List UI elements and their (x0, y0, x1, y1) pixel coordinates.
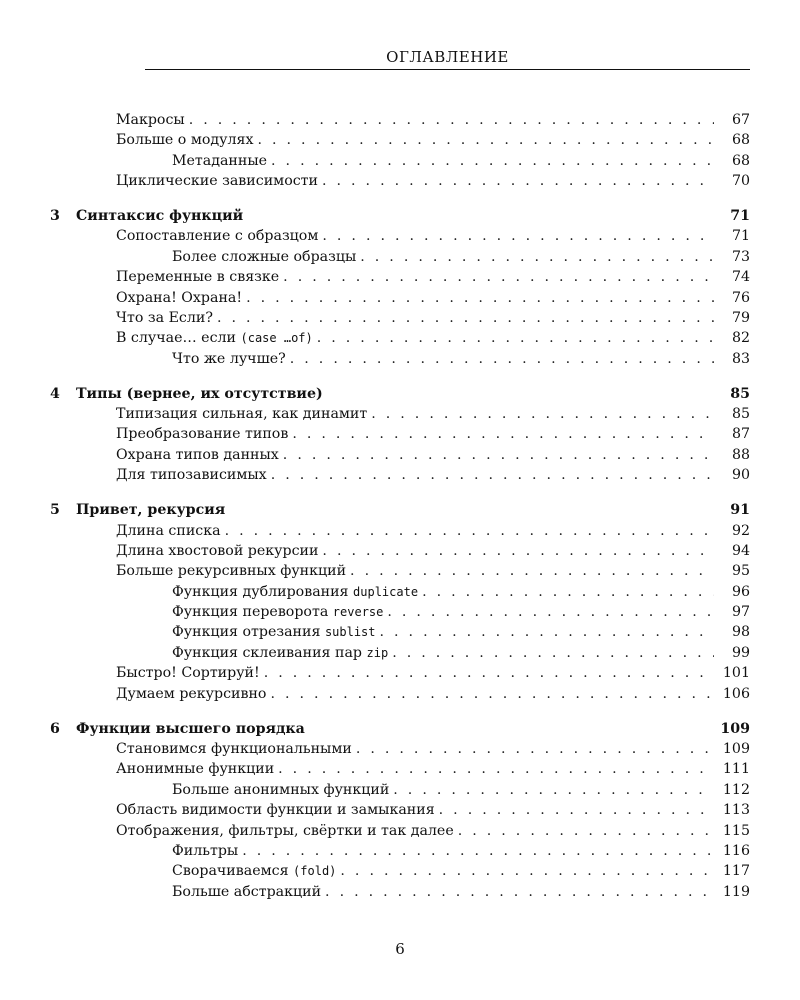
toc-entry[interactable] (0, 861, 750, 881)
toc-entry[interactable] (0, 171, 750, 191)
toc-entry-title-text: Функции высшего порядка (76, 720, 305, 737)
toc-entry-title (0, 643, 392, 663)
toc-entry-title (0, 684, 270, 704)
toc-entry-title (0, 759, 278, 779)
toc-entry-title-text: Типизация сильная, как динамит (116, 406, 368, 423)
toc-entry-title (0, 206, 247, 226)
toc-entry[interactable] (0, 582, 750, 602)
toc-entry[interactable] (0, 151, 750, 171)
toc-entry[interactable] (0, 267, 750, 287)
toc-entry-title-text: Функция отрезания (172, 624, 325, 641)
toc-page-number: 97 (731, 604, 750, 621)
toc-entry[interactable] (0, 328, 750, 348)
toc-entry-title-text: Область видимости функции и замыкания (116, 802, 435, 819)
dot-leader (393, 780, 714, 800)
toc-entry-title (0, 226, 322, 246)
toc-page-number: 115 (722, 822, 750, 839)
toc-entry-title (0, 465, 271, 485)
toc-entry[interactable] (0, 424, 750, 444)
dot-leader (242, 841, 714, 861)
toc-entry[interactable] (0, 841, 750, 861)
toc-entry[interactable] (0, 663, 750, 683)
toc-entry[interactable] (0, 643, 750, 663)
toc-entry-title (0, 424, 292, 444)
toc-entry[interactable] (0, 130, 750, 150)
toc-entry-title (0, 445, 283, 465)
toc-entry-title-text: Сопоставление с образцом (116, 228, 319, 245)
toc-page-number: 67 (731, 112, 750, 128)
dot-leader (322, 541, 714, 561)
toc-entry-title (0, 739, 356, 759)
toc-entry-title-text: Переменные в связке (116, 269, 280, 286)
dot-leader (290, 349, 714, 369)
toc-entry-title-text: Что же лучше? (172, 350, 286, 367)
dot-leader (322, 171, 714, 191)
toc-entry-title-text: Функция переворота (172, 604, 333, 621)
toc-page-number: 113 (722, 802, 750, 819)
dot-leader (422, 582, 714, 602)
dot-leader (380, 622, 714, 642)
toc-entry-title (0, 800, 439, 820)
dot-leader (271, 151, 714, 171)
toc-entry[interactable] (0, 288, 750, 308)
dot-leader (350, 561, 714, 581)
toc-entry-code: (fold) (293, 864, 337, 879)
dot-leader (325, 882, 714, 902)
dot-leader (340, 861, 714, 881)
toc-entry-title (0, 622, 380, 642)
toc-entry-title-text: Охрана типов данных (116, 446, 279, 463)
toc-page-number: 70 (731, 173, 750, 190)
toc-entry-title-text: Привет, рекурсия (76, 502, 226, 519)
dot-leader (371, 404, 714, 424)
toc-entry[interactable] (0, 541, 750, 561)
toc-entry-title-text: Длина хвостовой рекурсии (116, 542, 319, 559)
toc-entry-title-text: Охрана! Охрана! (116, 289, 243, 306)
toc-entry-title (0, 821, 458, 841)
dot-leader (257, 130, 714, 150)
dot-leader (356, 739, 714, 759)
toc-entry-title (0, 719, 309, 739)
toc-entry-title (0, 582, 422, 602)
toc-entry-title (0, 171, 322, 191)
toc-entry-code: zip (366, 645, 389, 660)
toc-page-number: 119 (722, 883, 750, 900)
toc-entry-code: (case …of) (240, 331, 313, 346)
dot-leader (225, 521, 714, 541)
toc-entry-title (0, 267, 283, 287)
dot-leader (458, 821, 714, 841)
toc-entry[interactable] (0, 821, 750, 841)
toc-page-number: 109 (722, 740, 750, 757)
toc-entry-title-text: Синтаксис функций (76, 208, 244, 225)
toc-entry[interactable] (0, 800, 750, 820)
toc-entry[interactable] (0, 521, 750, 541)
toc-entry-title (0, 521, 225, 541)
toc-page-number: 91 (730, 502, 750, 519)
toc-entry-title (0, 882, 325, 902)
toc-page-number: 96 (731, 583, 750, 600)
running-header: ОГЛАВЛЕНИЕ (145, 48, 750, 70)
dot-leader (264, 663, 714, 683)
toc-page-number: 109 (720, 720, 750, 737)
toc-entry-title-text: Длина списка (116, 522, 221, 539)
chapter-number: 4 (50, 385, 60, 402)
toc-entry-title-text: Больше рекурсивных функций (116, 563, 347, 580)
toc-entry-title-text: Больше о модулях (116, 132, 254, 149)
toc-entry-title (0, 841, 242, 861)
toc-entry-title (0, 541, 322, 561)
toc-page-number: 79 (731, 310, 750, 327)
toc-entry-title (0, 130, 257, 150)
toc-entry[interactable] (0, 602, 750, 622)
toc-entry-title (0, 349, 290, 369)
toc-chapter-entry[interactable] (0, 384, 750, 404)
toc-entry[interactable] (0, 882, 750, 902)
toc-page-number: 117 (722, 863, 750, 880)
toc-entry-title (0, 328, 317, 348)
toc-entry-title-text: Становимся функциональными (116, 740, 352, 757)
toc-page-number: 101 (722, 665, 750, 682)
toc-page-number: 88 (731, 446, 750, 463)
toc-page-number: 87 (731, 426, 750, 443)
toc-page-number: 85 (731, 406, 750, 423)
toc-entry[interactable] (0, 759, 750, 779)
toc-entry-title-text: Преобразование типов (116, 426, 289, 443)
toc-chapter-entry[interactable] (0, 206, 750, 226)
toc-page-number: 82 (731, 330, 750, 347)
dot-leader (392, 643, 714, 663)
toc-page-number: 112 (722, 781, 750, 798)
toc-entry-title (0, 308, 217, 328)
toc-page-number: 85 (730, 385, 750, 402)
toc-page-number: 95 (731, 563, 750, 580)
toc-entry[interactable] (0, 349, 750, 369)
toc-entry[interactable] (0, 226, 750, 246)
toc-entry-title-text: Сворачиваемся (172, 863, 294, 880)
toc-entry-title-text: Думаем рекурсивно (116, 685, 267, 702)
toc-entry-title-text: Для типозависимых (116, 467, 267, 484)
toc-entry-title (0, 602, 387, 622)
toc-chapter-entry[interactable] (0, 500, 750, 520)
toc-entry-title-text: Что за Если? (116, 310, 213, 327)
toc-page-number: 111 (722, 761, 750, 778)
toc-page-number: 76 (731, 289, 750, 306)
dot-leader (189, 110, 714, 130)
toc-entry-title-text: Быстро! Сортируй! (116, 665, 260, 682)
dot-leader (217, 308, 714, 328)
toc-page-number: 71 (731, 228, 750, 245)
dot-leader (387, 602, 714, 622)
dot-leader (246, 288, 714, 308)
toc-entry-title-text: Более сложные образцы (172, 248, 357, 265)
toc-page-number: 99 (731, 644, 750, 661)
toc-entry-title (0, 663, 264, 683)
toc-entry[interactable] (0, 780, 750, 800)
toc-entry-title (0, 404, 371, 424)
toc-page-number: 68 (731, 132, 750, 149)
toc-entry-title (0, 110, 189, 130)
toc-entry-title-text: В случае… если (116, 330, 241, 347)
toc-entry[interactable] (0, 404, 750, 424)
dot-leader (439, 800, 714, 820)
toc-entry[interactable] (0, 110, 750, 130)
dot-leader (283, 445, 714, 465)
toc-page-number: 116 (722, 842, 750, 859)
dot-leader (322, 226, 714, 246)
toc-entry-title-text: Метаданные (172, 152, 268, 169)
toc-entry-title (0, 861, 340, 881)
toc-entry-title-text: Больше анонимных функций (172, 781, 390, 798)
toc-entry[interactable] (0, 561, 750, 581)
toc-entry[interactable] (0, 445, 750, 465)
toc-entry[interactable] (0, 308, 750, 328)
toc-entry-title (0, 500, 229, 520)
toc-entry-title (0, 151, 271, 171)
toc-entry-title-text: Функция дублирования (172, 583, 354, 600)
dot-leader (292, 424, 714, 444)
toc-page-number: 92 (731, 522, 750, 539)
toc-page-number: 74 (731, 269, 750, 286)
dot-leader (270, 684, 714, 704)
dot-leader (283, 267, 714, 287)
toc-entry-title-text: Макросы (116, 112, 185, 128)
toc-entry-title-text: Функция склеивания пар (172, 644, 367, 661)
toc-entry-code: duplicate (353, 584, 419, 599)
toc-entry-title-text: Типы (вернее, их отсутствие) (76, 385, 323, 402)
chapter-number: 5 (50, 502, 60, 519)
toc-page-number: 106 (722, 685, 750, 702)
dot-leader (360, 247, 714, 267)
chapter-number: 6 (50, 720, 60, 737)
toc-entry-title-text: Больше абстракций (172, 883, 322, 900)
toc-entry[interactable] (0, 739, 750, 759)
toc-entry-title (0, 561, 350, 581)
table-of-contents (0, 110, 800, 902)
toc-entry[interactable] (0, 465, 750, 485)
toc-page-number: 68 (731, 152, 750, 169)
dot-leader (278, 759, 714, 779)
toc-page-number: 98 (731, 624, 750, 641)
toc-entry-title (0, 247, 360, 267)
toc-page-number: 90 (731, 467, 750, 484)
dot-leader (317, 328, 714, 348)
toc-entry-code: sublist (324, 625, 376, 640)
toc-entry-title (0, 780, 393, 800)
page-number: 6 (395, 940, 405, 958)
chapter-number: 3 (50, 208, 60, 225)
toc-page-number: 71 (730, 208, 750, 225)
toc-page-number: 94 (731, 542, 750, 559)
toc-entry[interactable] (0, 247, 750, 267)
toc-page-number: 73 (731, 248, 750, 265)
dot-leader (271, 465, 714, 485)
toc-entry-title-text: Фильтры (172, 842, 239, 859)
toc-entry-title-text: Отображения, фильтры, свёртки и так далее (116, 822, 454, 839)
toc-entry-title (0, 288, 246, 308)
toc-entry-title-text: Анонимные функции (116, 761, 275, 778)
toc-entry[interactable] (0, 684, 750, 704)
toc-entry-title (0, 384, 327, 404)
toc-entry[interactable] (0, 622, 750, 642)
toc-page-number: 83 (731, 350, 750, 367)
toc-chapter-entry[interactable] (0, 719, 750, 739)
toc-entry-title-text: Циклические зависимости (116, 173, 318, 190)
toc-entry-code: reverse (332, 605, 384, 620)
